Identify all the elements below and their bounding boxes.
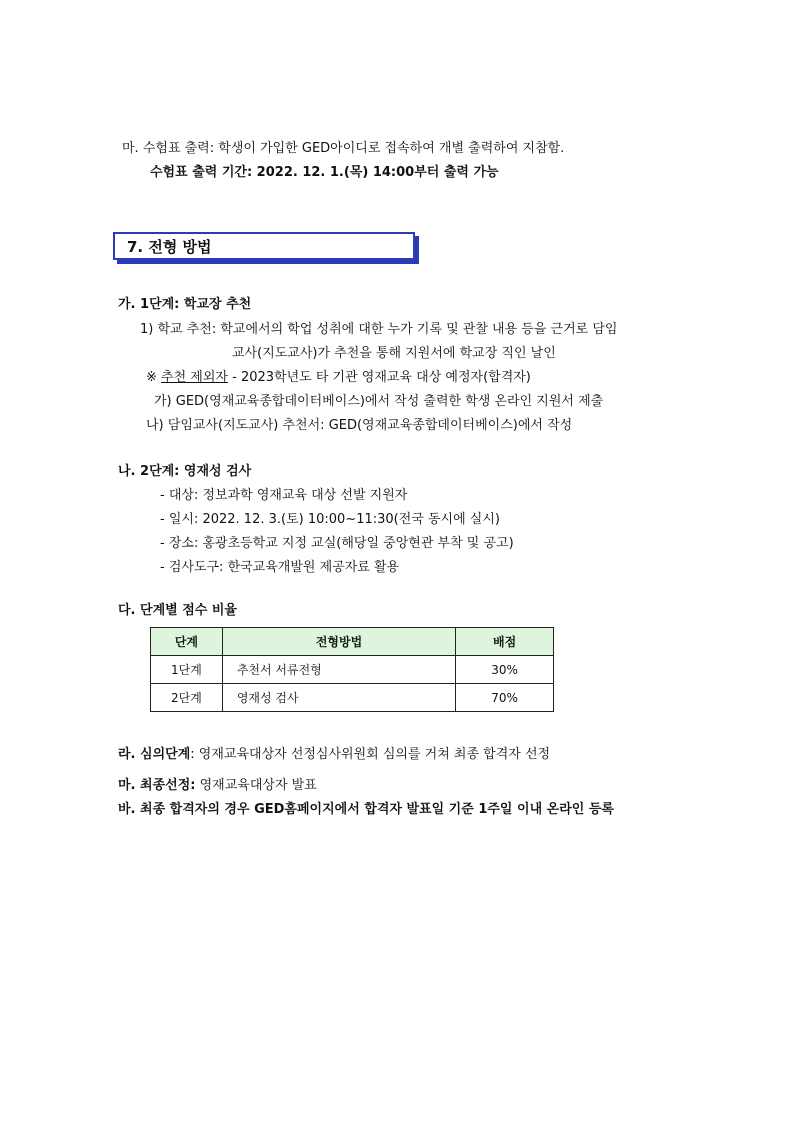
exclusion-text: - 2023학년도 타 기관 영재교육 대상 예정자(합격자) bbox=[232, 370, 531, 385]
table-cell: 1단계 bbox=[151, 656, 223, 684]
sub-item-b: 나) 담임교사(지도교사) 추천서: GED(영재교육종합데이터베이스)에서 작성 bbox=[146, 418, 573, 433]
review-stage-line bbox=[118, 743, 550, 762]
review-stage-text: : 영재교육대상자 선정심사위원회 심의를 거쳐 최종 합격자 선정 bbox=[190, 747, 551, 762]
final-selection-line bbox=[118, 774, 317, 793]
table-header-cell: 전형방법 bbox=[222, 628, 455, 656]
table-header-cell: 배점 bbox=[456, 628, 554, 656]
score-ratio-heading: 다. 단계별 점수 비율 bbox=[118, 603, 237, 618]
section-header-box bbox=[113, 232, 415, 260]
stage1-heading: 가. 1단계: 학교장 추천 bbox=[118, 297, 252, 312]
table-cell: 추천서 서류전형 bbox=[222, 656, 455, 684]
stage2-heading: 나. 2단계: 영재성 검사 bbox=[118, 464, 252, 479]
score-table bbox=[150, 627, 554, 712]
exclusion-note bbox=[146, 366, 531, 385]
final-selection-text: 영재교육대상자 발표 bbox=[195, 778, 317, 793]
stage2-item: - 일시: 2022. 12. 3.(토) 10:00~11:30(전국 동시에 실시) bbox=[160, 512, 500, 527]
exclusion-label: 추천 제외자 bbox=[161, 370, 228, 385]
stage2-item: - 대상: 정보과학 영재교육 대상 선발 지원자 bbox=[160, 488, 408, 503]
table-row bbox=[151, 684, 554, 712]
table-cell: 70% bbox=[456, 684, 554, 712]
stage2-item: - 장소: 홍광초등학교 지정 교실(해당일 중앙현관 부착 및 공고) bbox=[160, 536, 514, 551]
review-stage-label: 라. 심의단계 bbox=[118, 747, 191, 762]
school-recommend-line2: 교사(지도교사)가 추천을 통해 지원서에 학교장 직인 날인 bbox=[232, 346, 556, 361]
table-cell: 영재성 검사 bbox=[222, 684, 455, 712]
stage2-item: - 검사도구: 한국교육개발원 제공자료 활용 bbox=[160, 560, 400, 575]
exam-ticket-line: 마. 수험표 출력: 학생이 가입한 GED아이디로 접속하여 개별 출력하여 지참함. bbox=[122, 141, 565, 156]
school-recommend-line1: 1) 학교 추천: 학교에서의 학업 성취에 대한 누가 기록 및 관찰 내용 등을 근거로 담임 bbox=[140, 322, 618, 337]
sub-item-a: 가) GED(영재교육종합데이터베이스)에서 작성 출력한 학생 온라인 지원서 제출 bbox=[154, 394, 604, 409]
table-header-cell: 단계 bbox=[151, 628, 223, 656]
online-registration-line: 바. 최종 합격자의 경우 GED홈페이지에서 합격자 발표일 기준 1주일 이내 온라인 등록 bbox=[118, 802, 614, 817]
exam-ticket-period: 수험표 출력 기간: 2022. 12. 1.(목) 14:00부터 출력 가능 bbox=[150, 165, 499, 180]
note-mark: ※ bbox=[146, 370, 157, 385]
table-cell: 30% bbox=[456, 656, 554, 684]
table-header-row bbox=[151, 628, 554, 656]
table-row bbox=[151, 656, 554, 684]
section-title: 7. 전형 방법 bbox=[127, 238, 212, 256]
final-selection-label: 마. 최종선정: bbox=[118, 778, 196, 793]
table-cell: 2단계 bbox=[151, 684, 223, 712]
